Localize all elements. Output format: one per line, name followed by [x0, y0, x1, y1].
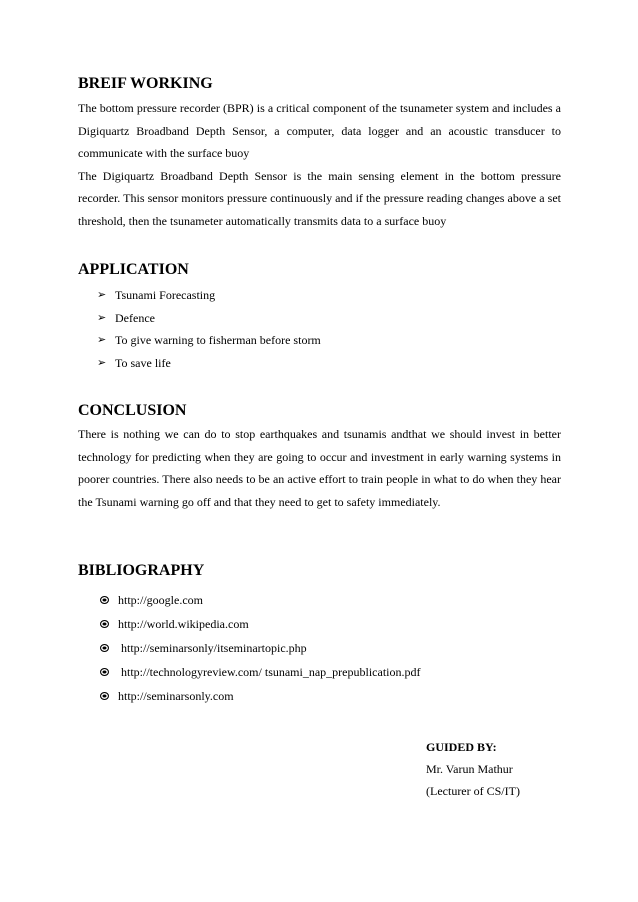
list-item: ➢ To give warning to fisherman before storm [78, 329, 561, 352]
circle-bullet-icon [100, 668, 109, 676]
guide-name: Mr. Varun Mathur [426, 762, 513, 776]
bibliography-heading: BIBLIOGRAPHY [78, 562, 205, 579]
arrow-bullet-icon: ➢ [97, 311, 107, 324]
guided-by-label: GUIDED BY: [426, 740, 497, 754]
arrow-bullet-icon: ➢ [97, 334, 107, 346]
conclusion-section [78, 401, 561, 513]
list-item: ➢ Tsunami Forecasting [78, 284, 561, 307]
application-heading: APPLICATION [78, 261, 189, 278]
conclusion-heading: CONCLUSION [78, 402, 187, 419]
list-item: http://seminarsonly/itseminartopic.php [78, 636, 561, 660]
bibliography-section [78, 561, 561, 708]
conclusion-paragraph: There is nothing we can do to stop earthquakes and tsunamis andthat we should invest in better technology for predicting when they are going to occur and investment in early warning systems in poorer countries. There also needs to be an active effort to train people in what to do when they hear the Tsunami warning go off and that they need to get to safety immediately. [78, 427, 561, 509]
list-item: ➢ To save life [78, 352, 561, 375]
application-list [78, 284, 561, 374]
list-item: http://seminarsonly.com [78, 684, 561, 708]
guided-by-block [426, 736, 616, 802]
bibliography-list [78, 588, 561, 708]
circle-bullet-icon [100, 620, 109, 628]
application-section [78, 260, 561, 374]
circle-bullet-icon [100, 692, 109, 700]
arrow-bullet-icon: ➢ [97, 356, 107, 369]
brief-working-heading: BREIF WORKING [78, 75, 213, 92]
brief-working-section [78, 74, 561, 232]
circle-bullet-icon [100, 596, 109, 604]
brief-working-paragraph-2: The Digiquartz Broadband Depth Sensor is the main sensing element in the bottom pressure recorder. This sensor monitors pressure continuously and if the pressure reading changes above a set threshold, then the tsunameter automatically transmits data to a surface buoy [78, 168, 561, 228]
list-item: http://technologyreview.com/ tsunami_nap_prepublication.pdf [78, 660, 561, 684]
list-item: ➢ Defence [78, 307, 561, 330]
list-item: http://world.wikipedia.com [78, 612, 561, 636]
list-item: http://google.com [78, 588, 561, 612]
brief-working-paragraph-1: The bottom pressure recorder (BPR) is a critical component of the tsunameter system and includes a Digiquartz Broadband Depth Sensor, a computer, data logger and an acoustic transducer to communicate with the surface buoy [78, 101, 561, 160]
guide-role: (Lecturer of CS/IT) [426, 784, 520, 798]
arrow-bullet-icon: ➢ [97, 289, 107, 301]
circle-bullet-icon [100, 644, 109, 652]
